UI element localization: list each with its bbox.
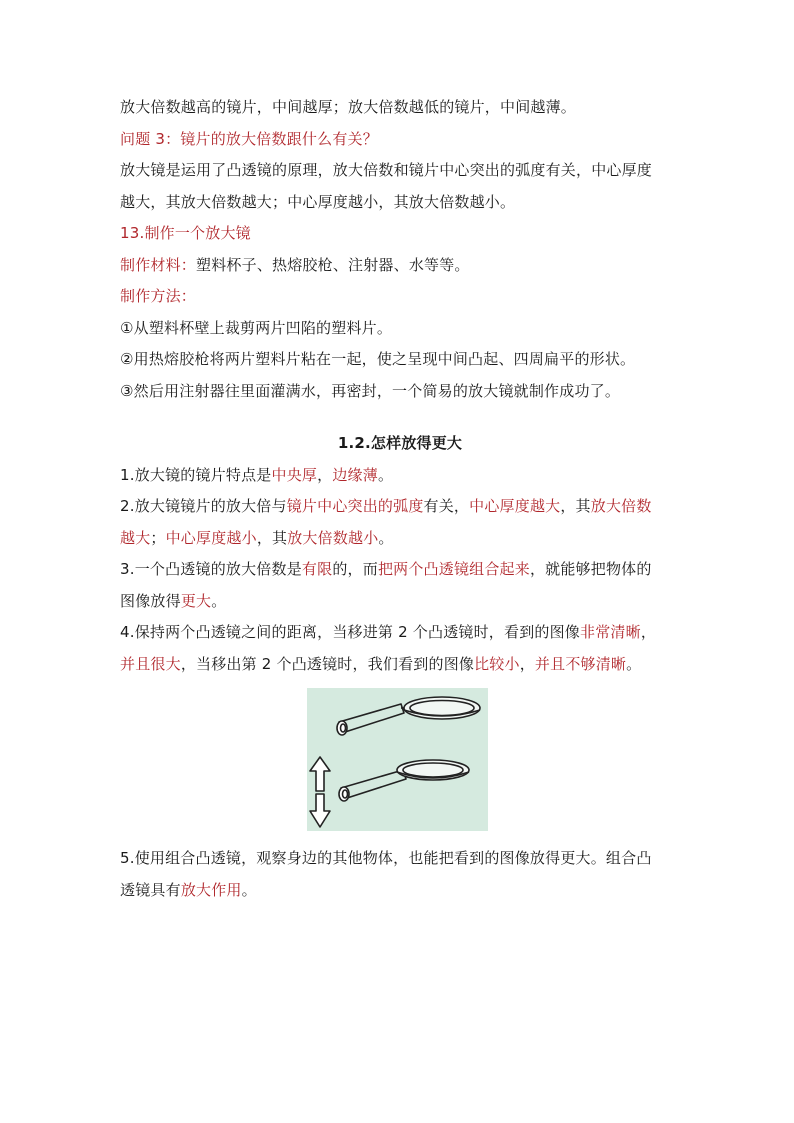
point-5-line-2 xyxy=(120,875,680,907)
text-run: 的，而 xyxy=(332,560,378,578)
highlight-run: 放大倍数越小 xyxy=(287,528,379,547)
highlight-run: 镜片中心突出的弧度 xyxy=(286,497,424,515)
text-run: ， xyxy=(640,623,657,641)
highlight-run: 中心厚度越大 xyxy=(469,497,561,515)
text-run: 1.放大镜的镜片特点是 xyxy=(120,465,272,484)
section-13-title: 13.制作一个放大镜 xyxy=(120,224,251,242)
point-2-line-2 xyxy=(120,523,680,555)
figure-drawing xyxy=(307,688,488,831)
point-3-line-2 xyxy=(120,586,680,618)
highlight-run: 中心厚度越小 xyxy=(165,528,257,547)
point-4-line-1 xyxy=(120,617,680,649)
question-3: 问题 3：镜片的放大倍数跟什么有关？ xyxy=(120,129,378,148)
text-run: 。 xyxy=(211,591,227,610)
method-step-3: ③然后用注射器往里面灌满水，再密封，一个简易的放大镜就制作成功了。 xyxy=(120,381,621,400)
section-title: 1.2.怎样放得更大 xyxy=(337,434,463,452)
materials-label: 制作材料： xyxy=(120,255,197,274)
point-5-line-1: 5.使用组合凸透镜，观察身边的其他物体，也能把看到的图像放得更大。组合凸 xyxy=(120,849,652,867)
answer-3-line-1: 放大镜是运用了凸透镜的原理，放大倍数和镜片中心突出的弧度有关，中心厚度 xyxy=(120,161,653,179)
highlight-run: 越大 xyxy=(120,528,151,547)
highlight-run: 边缘薄 xyxy=(332,465,378,484)
document-page xyxy=(120,92,680,906)
text-run: 。 xyxy=(241,880,257,899)
highlight-run: 非常清晰 xyxy=(580,623,641,641)
point-2-line-1 xyxy=(120,491,680,523)
text-run: ，当移出第 2 个凸透镜时，我们看到的图像 xyxy=(180,654,475,673)
text-run: 图像放得 xyxy=(120,591,181,610)
point-3-line-1 xyxy=(120,554,680,586)
highlight-run: 把两个凸透镜组合起来 xyxy=(377,560,530,578)
two-magnifiers-figure xyxy=(307,688,488,831)
text-run: 2.放大镜镜片的放大倍与 xyxy=(120,497,287,515)
text-run: 3.一个凸透镜的放大倍数是 xyxy=(120,560,302,578)
text-run: ，其 xyxy=(256,528,288,547)
method-label: 制作方法： xyxy=(120,287,197,305)
highlight-run: 并且很大 xyxy=(120,654,181,673)
text-run: 透镜具有 xyxy=(120,880,181,899)
text-run: ， xyxy=(519,654,535,673)
text-run: ，其 xyxy=(560,497,591,515)
text-run: ，就能够把物体的 xyxy=(529,560,652,578)
text-run: 。 xyxy=(377,465,394,484)
point-4-line-2 xyxy=(120,649,680,681)
highlight-run: 比较小 xyxy=(474,654,520,673)
highlight-run: 更大 xyxy=(180,591,212,610)
text-run: 。 xyxy=(626,654,642,673)
text-run: 。 xyxy=(378,528,394,547)
text-run: 4.保持两个凸透镜之间的距离，当移进第 2 个凸透镜时，看到的图像 xyxy=(120,623,580,641)
method-step-2: ②用热熔胶枪将两片塑料片粘在一起，使之呈现中间凸起、四周扁平的形状。 xyxy=(120,350,636,368)
magnifier-icon xyxy=(339,760,469,801)
materials-text: 塑料杯子、热熔胶枪、注射器、水等等。 xyxy=(196,255,470,274)
magnifier-icon xyxy=(337,697,480,735)
answer-3-line-2: 越大，其放大倍数越大；中心厚度越小，其放大倍数越小。 xyxy=(120,192,516,211)
highlight-run: 有限 xyxy=(301,560,333,578)
point-1 xyxy=(120,460,680,492)
method-step-1: ①从塑料杯壁上裁剪两片凹陷的塑料片。 xyxy=(120,318,393,337)
highlight-run: 并且不够清晰 xyxy=(534,654,627,673)
text-run: ， xyxy=(317,465,333,484)
highlight-run: 放大倍数 xyxy=(590,497,652,515)
materials-line xyxy=(120,250,680,282)
text-run: 有关， xyxy=(423,497,470,515)
up-down-arrow-icon xyxy=(310,757,330,827)
text-run: ； xyxy=(150,528,166,547)
paragraph-lens-thickness: 放大倍数越高的镜片，中间越厚；放大倍数越低的镜片，中间越薄。 xyxy=(120,98,577,116)
highlight-run: 中央厚 xyxy=(271,465,318,484)
highlight-run: 放大作用 xyxy=(180,880,242,899)
